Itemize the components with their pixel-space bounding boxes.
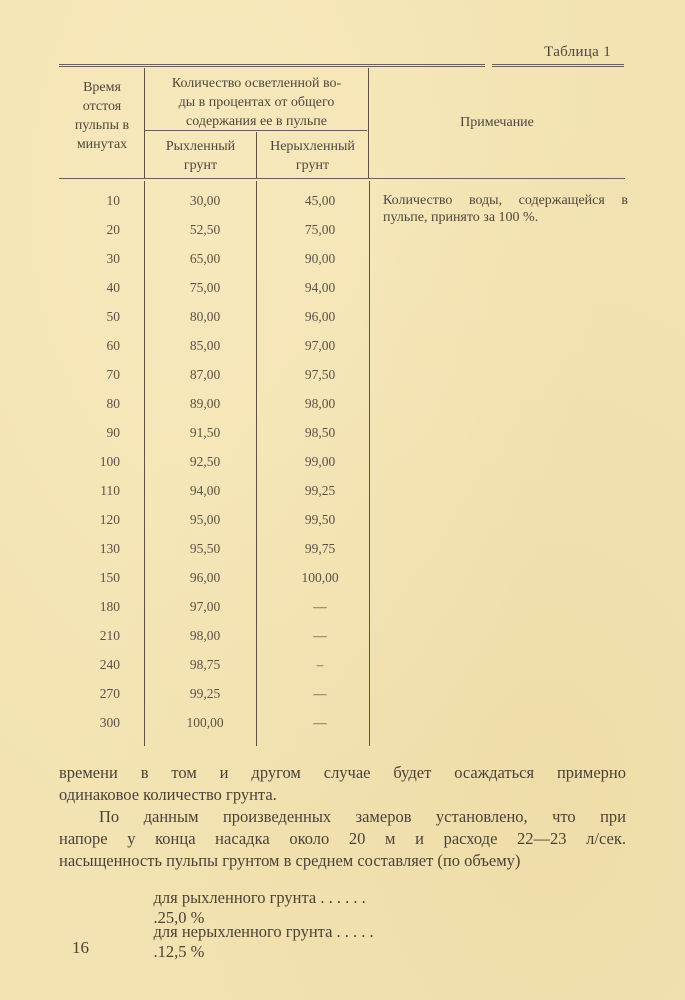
cell-dense: 99,25 bbox=[304, 483, 336, 498]
cell-dense: 75,00 bbox=[304, 222, 336, 237]
cell-time: 130 bbox=[99, 541, 120, 556]
cell-time: 210 bbox=[99, 628, 120, 643]
cell-time: 80 bbox=[106, 396, 120, 411]
cell-time: 150 bbox=[99, 570, 120, 585]
cell-time: 50 bbox=[106, 309, 120, 324]
cell-loose: 94,00 bbox=[189, 483, 221, 498]
cell-time: 60 bbox=[106, 338, 120, 353]
value-amount: .25,0 % bbox=[153, 908, 205, 927]
paragraph-line: По данным произведенных замеров установлено, что при bbox=[99, 807, 626, 826]
cell-time: 270 bbox=[99, 686, 120, 701]
cell-dense: – bbox=[316, 657, 324, 672]
cell-time: 10 bbox=[106, 193, 120, 208]
cell-loose: 87,00 bbox=[189, 367, 221, 382]
cell-dense: — bbox=[313, 715, 327, 730]
header-time-line: пульпы в bbox=[74, 118, 130, 133]
cell-dense: 99,00 bbox=[304, 454, 336, 469]
paragraph-line: напоре у конца насадка около 20 м и расходе 22—23 л/сек. bbox=[59, 829, 626, 848]
cell-dense: 100,00 bbox=[301, 570, 339, 585]
cell-loose: 100,00 bbox=[186, 715, 224, 730]
cell-dense: 99,50 bbox=[304, 512, 336, 527]
header-dense-soil bbox=[257, 137, 368, 175]
cell-time: 240 bbox=[99, 657, 120, 672]
cell-time: 110 bbox=[100, 483, 120, 498]
cell-loose: 75,00 bbox=[189, 280, 221, 295]
value-label: для нерыхленного грунта . . . . . bbox=[153, 922, 374, 941]
cell-time: 120 bbox=[99, 512, 120, 527]
header-note bbox=[369, 113, 625, 132]
table-top-rule bbox=[59, 64, 485, 67]
table-top-rule-right bbox=[492, 64, 624, 67]
header-dense-line: Нерыхленный bbox=[270, 139, 355, 154]
cell-dense: 96,00 bbox=[304, 309, 336, 324]
cell-time: 90 bbox=[106, 425, 120, 440]
paragraph-line: времени в том и другом случае будет осаждаться примерно bbox=[59, 763, 626, 782]
header-bottom-rule bbox=[59, 178, 625, 179]
paragraph-line: насыщенность пульпы грунтом в среднем составляет (по объему) bbox=[59, 851, 521, 870]
cell-loose: 85,00 bbox=[189, 338, 221, 353]
header-loose-line: Рыхленный bbox=[165, 139, 236, 154]
cell-loose: 95,00 bbox=[189, 512, 221, 527]
cell-time: 100 bbox=[99, 454, 120, 469]
cell-dense: 94,00 bbox=[304, 280, 336, 295]
cell-loose: 80,00 bbox=[189, 309, 221, 324]
header-time-line: отстоя bbox=[82, 99, 122, 114]
cell-dense: — bbox=[313, 686, 327, 701]
value-dense-soil bbox=[137, 902, 374, 982]
cell-dense: 99,75 bbox=[304, 541, 336, 556]
body-divider-2 bbox=[256, 181, 257, 746]
value-label: для рыхленного грунта . . . . . . bbox=[153, 888, 366, 907]
cell-loose: 98,00 bbox=[189, 628, 221, 643]
header-time-line: Время bbox=[83, 80, 121, 95]
cell-dense: — bbox=[313, 599, 327, 614]
table-caption: Таблица 1 bbox=[544, 44, 611, 60]
header-water-line: ды в процентах от общего bbox=[178, 95, 335, 110]
header-time-line: минутах bbox=[76, 137, 128, 152]
cell-time: 40 bbox=[106, 280, 120, 295]
page-number: 16 bbox=[72, 938, 89, 957]
cell-time: 30 bbox=[106, 251, 120, 266]
header-water-line: Количество осветленной во- bbox=[171, 76, 342, 91]
cell-dense: 98,00 bbox=[304, 396, 336, 411]
cell-time: 180 bbox=[99, 599, 120, 614]
cell-loose: 99,25 bbox=[189, 686, 221, 701]
cell-loose: 98,75 bbox=[189, 657, 221, 672]
header-time bbox=[59, 78, 145, 154]
cell-dense: 45,00 bbox=[304, 193, 336, 208]
paragraph-continuation bbox=[59, 762, 626, 806]
header-clarified-water bbox=[145, 74, 368, 131]
cell-dense: — bbox=[313, 628, 327, 643]
cell-loose: 97,00 bbox=[189, 599, 221, 614]
cell-loose: 91,50 bbox=[189, 425, 221, 440]
cell-time: 70 bbox=[106, 367, 120, 382]
cell-loose: 52,50 bbox=[189, 222, 221, 237]
header-note-label: Примечание bbox=[460, 115, 534, 130]
cell-time: 20 bbox=[106, 222, 120, 237]
cell-loose: 95,50 bbox=[189, 541, 221, 556]
cell-loose: 30,00 bbox=[189, 193, 221, 208]
cell-dense: 97,00 bbox=[304, 338, 336, 353]
cell-loose: 65,00 bbox=[189, 251, 221, 266]
body-divider-1 bbox=[144, 181, 145, 746]
header-water-line: содержания ее в пульпе bbox=[186, 114, 327, 129]
cell-loose: 92,50 bbox=[189, 454, 221, 469]
cell-dense: 97,50 bbox=[304, 367, 336, 382]
cell-loose: 89,00 bbox=[189, 396, 221, 411]
cell-time: 300 bbox=[99, 715, 120, 730]
cell-loose: 96,00 bbox=[189, 570, 221, 585]
paragraph-line: одинаковое количество грунта. bbox=[59, 785, 277, 804]
header-dense-line: грунт bbox=[295, 158, 330, 173]
paragraph-measurements bbox=[59, 806, 626, 872]
cell-dense: 98,50 bbox=[304, 425, 336, 440]
cell-dense: 90,00 bbox=[304, 251, 336, 266]
value-amount: .12,5 % bbox=[153, 942, 205, 961]
header-loose-soil bbox=[145, 137, 256, 175]
table-note: Количество воды, содержащейся в пульпе, принято за 100 %. bbox=[383, 193, 628, 225]
header-loose-line: грунт bbox=[183, 158, 218, 173]
